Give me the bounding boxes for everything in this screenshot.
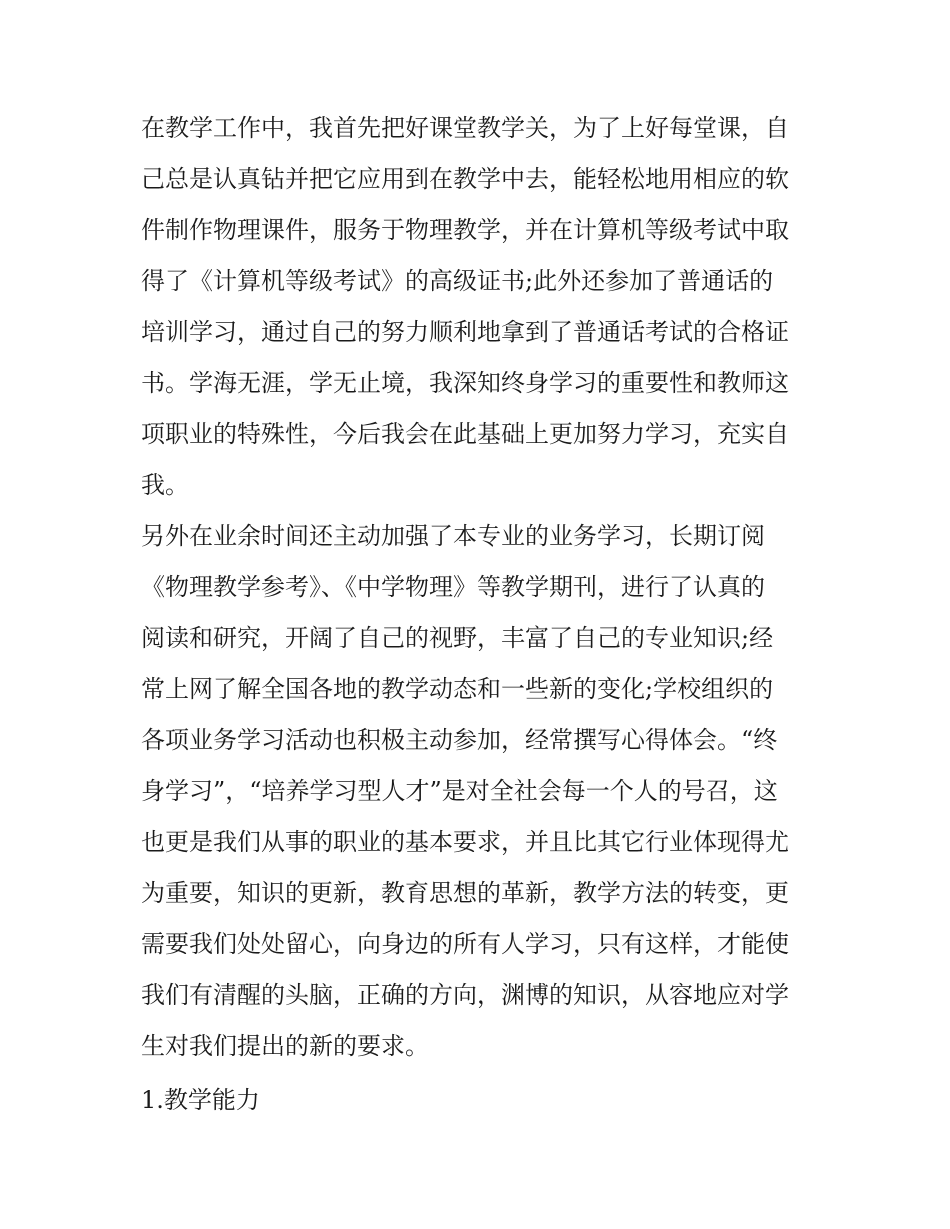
document-body: [141, 103, 821, 1126]
text-line: 培训学习，通过自己的努力顺利地拿到了普通话考试的合格证: [141, 318, 789, 346]
text-line: 各项业务学习活动也积极主动参加，经常撰写心得体会。“终: [141, 726, 778, 754]
text-line: 得了《计算机等级考试》的高级证书;此外还参加了普通话的: [141, 267, 774, 295]
text-line: 在教学工作中，我首先把好课堂教学关，为了上好每堂课，自: [141, 114, 789, 142]
text-line: 我。: [141, 471, 189, 499]
heading-teaching-ability: 1.教学能力: [141, 1086, 260, 1114]
section-heading: [141, 1075, 821, 1126]
text-line: 我们有清醒的头脑，正确的方向，渊博的知识，从容地应对学: [141, 981, 789, 1009]
text-line: 身学习”，“培养学习型人才”是对全社会每一个人的号召，这: [141, 777, 778, 805]
text-line: 项职业的特殊性，今后我会在此基础上更加努力学习，充实自: [141, 420, 789, 448]
paragraph-self-study: [141, 103, 821, 511]
text-line: 常上网了解全国各地的教学动态和一些新的变化;学校组织的: [141, 675, 774, 703]
paragraph-professional-study: [141, 511, 821, 1072]
text-line: 件制作物理课件，服务于物理教学，并在计算机等级考试中取: [141, 216, 789, 244]
text-line: 也更是我们从事的职业的基本要求，并且比其它行业体现得尤: [141, 828, 789, 856]
text-line: 生对我们提出的新的要求。: [141, 1032, 429, 1060]
text-line: 《物理教学参考》、《中学物理》等教学期刊，进行了认真的: [141, 573, 765, 601]
text-line: 己总是认真钻并把它应用到在教学中去，能轻松地用相应的软: [141, 165, 789, 193]
text-line: 书。学海无涯，学无止境，我深知终身学习的重要性和教师这: [141, 369, 789, 397]
text-line: 另外在业余时间还主动加强了本专业的业务学习，长期订阅: [141, 522, 765, 550]
text-line: 需要我们处处留心，向身边的所有人学习，只有这样，才能使: [141, 930, 789, 958]
text-line: 为重要，知识的更新，教育思想的革新，教学方法的转变，更: [141, 879, 789, 907]
text-line: 阅读和研究，开阔了自己的视野，丰富了自己的专业知识;经: [141, 624, 774, 652]
